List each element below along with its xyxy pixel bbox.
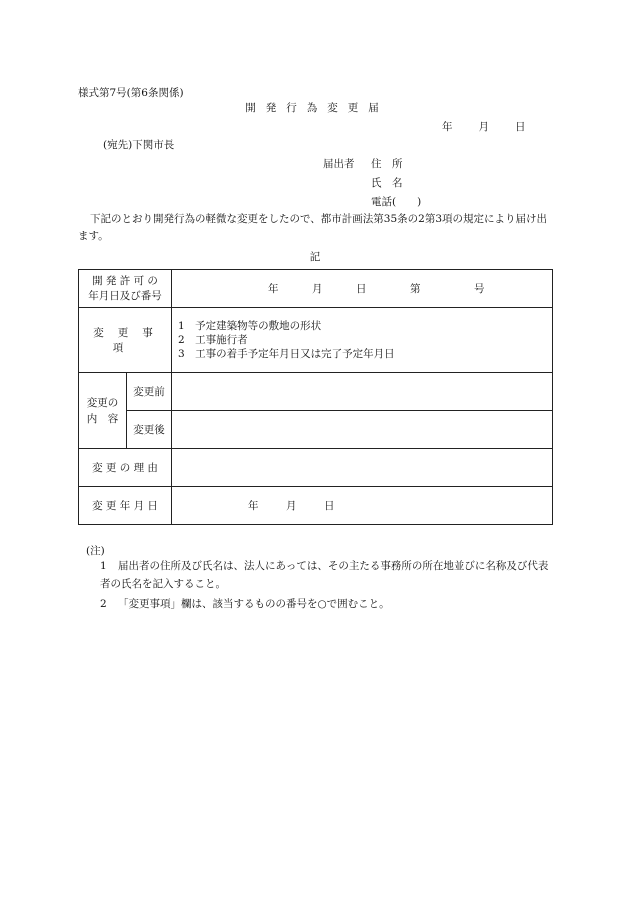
- matters-label-text: 変更事項: [93, 327, 167, 354]
- addressee: (宛先)下関市長: [103, 139, 175, 151]
- permit-label: [79, 270, 172, 308]
- form-number: 様式第7号(第6条関係): [78, 87, 184, 99]
- applicant-address-label: 住 所: [371, 158, 403, 170]
- row-change-date: [79, 487, 553, 525]
- after-value[interactable]: [172, 411, 553, 449]
- content-label-line1: 変更の: [86, 396, 119, 409]
- submission-date: [442, 120, 526, 134]
- permit-label-line1: 開 発 許 可 の: [92, 274, 158, 287]
- permit-label-line2: 年月日及び番号: [88, 289, 162, 302]
- note-item-2: [100, 595, 552, 613]
- note-2-number: 2: [100, 598, 107, 610]
- matters-list[interactable]: [172, 308, 553, 373]
- note-1-text: 届出者の住所及び氏名は、法人にあっては、その主たる事務所の所在地並びに名称及び代表者の氏名を記入すること。: [100, 560, 549, 590]
- applicant-phone-label: 電話( ): [371, 196, 422, 208]
- ki-heading: 記: [309, 251, 321, 263]
- page-title: 開発行為変更届: [245, 102, 389, 114]
- content-label: [79, 373, 127, 449]
- applicant-role: 届出者: [323, 158, 355, 170]
- note-1-number: 1: [100, 560, 107, 572]
- row-before: [79, 373, 553, 411]
- matter-item-3: 3 工事の着手予定年月日又は完了予定年月日: [178, 348, 395, 360]
- body-text: 下記のとおり開発行為の軽微な変更をしたので、都市計画法第35条の2第3項の規定により届け出ます。: [78, 213, 548, 242]
- permit-year: 年: [268, 283, 279, 295]
- reason-value[interactable]: [172, 449, 553, 487]
- note-item-1: [100, 557, 552, 593]
- matters-label: [79, 308, 172, 373]
- after-label: 変更後: [127, 411, 172, 449]
- before-label: 変更前: [127, 373, 172, 411]
- row-matters: [79, 308, 553, 373]
- permit-value[interactable]: [172, 270, 553, 308]
- permit-dai: 第: [410, 283, 421, 295]
- notes-heading: (注): [86, 545, 105, 557]
- before-value[interactable]: [172, 373, 553, 411]
- matter-item-2: 2 工事施行者: [178, 334, 248, 346]
- change-date-value[interactable]: [172, 487, 553, 525]
- applicant-name-label: 氏 名: [371, 177, 403, 189]
- change-date-label: 変 更 年 月 日: [79, 487, 172, 525]
- matter-item-1: 1 予定建築物等の敷地の形状: [178, 320, 322, 332]
- change-day: 日: [324, 500, 335, 512]
- permit-month: 月: [312, 283, 323, 295]
- change-month: 月: [286, 500, 297, 512]
- row-reason: [79, 449, 553, 487]
- row-permit: [79, 270, 553, 308]
- change-year: 年: [248, 500, 259, 512]
- note-2-text: 「変更事項」欄は、該当するものの番号を○で囲むこと。: [118, 598, 390, 610]
- reason-label: 変 更 の 理 由: [79, 449, 172, 487]
- date-month: 月: [478, 121, 489, 133]
- permit-day: 日: [356, 283, 367, 295]
- date-day: 日: [515, 121, 526, 133]
- row-after: [79, 411, 553, 449]
- date-year: 年: [442, 121, 453, 133]
- change-table: [78, 269, 553, 525]
- permit-go: 号: [474, 283, 485, 295]
- content-label-line2: 内 容: [86, 412, 119, 425]
